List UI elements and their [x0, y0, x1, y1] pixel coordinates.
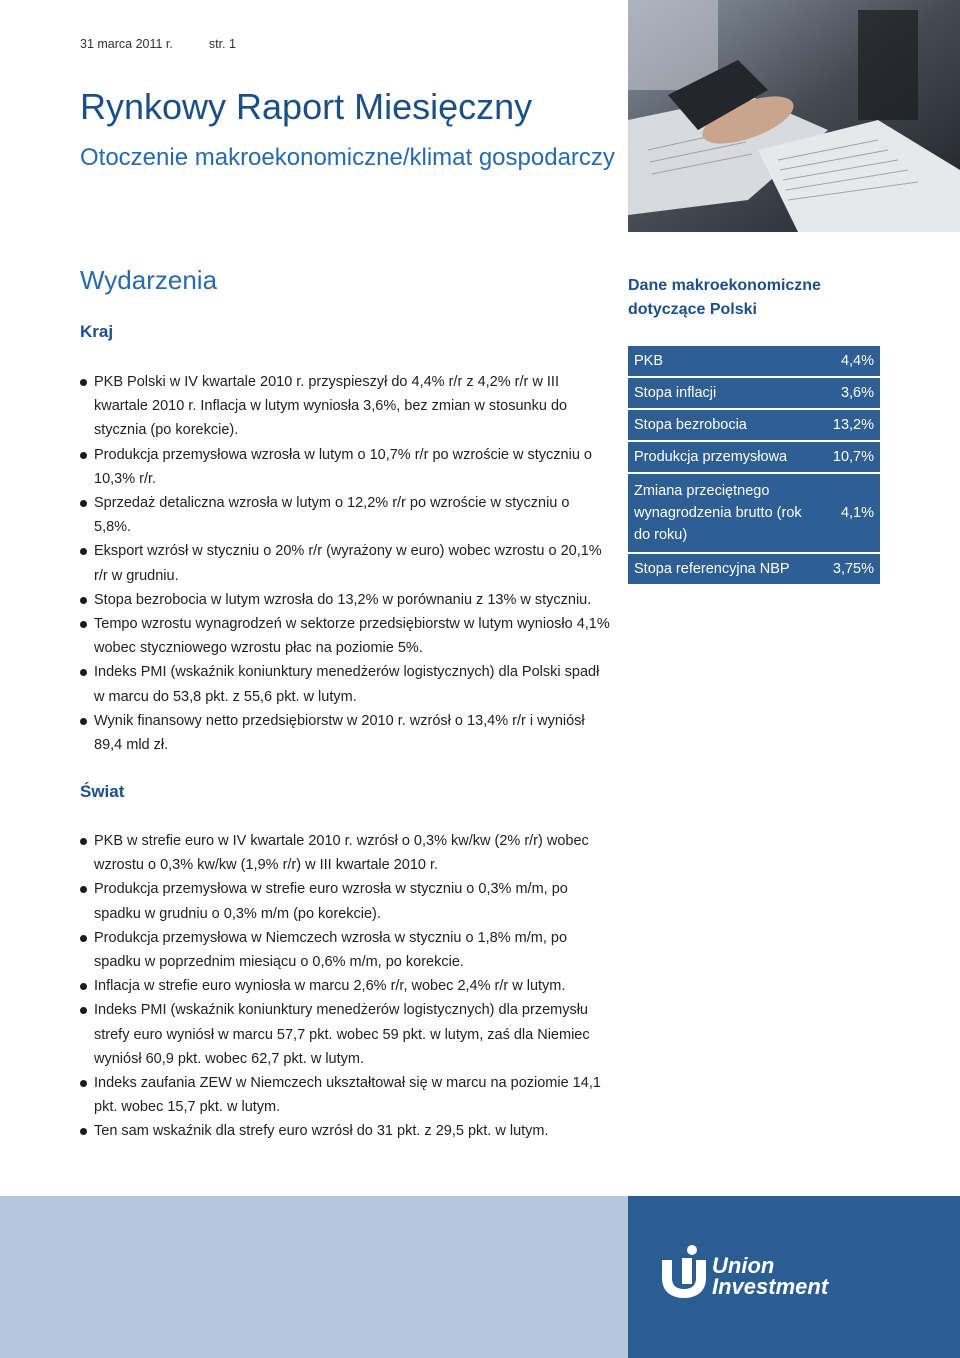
swiat-heading: Świat: [80, 782, 125, 801]
list-item: Indeks zaufania ZEW w Niemczech ukształtował się w marcu na poziomie 14,1 pkt. wobec 15,7 pkt. w lutym.: [80, 1071, 610, 1119]
list-item: Produkcja przemysłowa wzrosła w lutym o 10,7% r/r po wzroście w styczniu o 10,3% r/r.: [80, 443, 610, 491]
macro-label: Zmiana przeciętnego wynagrodzenia brutto (rok do roku): [628, 474, 808, 554]
macro-heading: Dane makroekonomiczne dotyczące Polski: [628, 277, 821, 318]
macro-label: Produkcja przemysłowa: [628, 442, 808, 474]
list-item: Inflacja w strefie euro wyniosła w marcu 2,6% r/r, wobec 2,4% r/r w lutym.: [80, 974, 610, 998]
table-row: [628, 474, 880, 554]
macro-label: PKB: [628, 346, 808, 378]
list-item: PKB Polski w IV kwartale 2010 r. przyspieszył do 4,4% r/r z 4,2% r/r w III kwartale 2010 r. Inflacja w lutym wyniosła 3,6%, bez zmian w stosunku do stycznia (po korekcie).: [80, 370, 610, 443]
bullet-icon: [80, 935, 87, 942]
bullet-icon: [80, 548, 87, 555]
bullet-icon: [80, 983, 87, 990]
macro-value: 3,75%: [808, 554, 880, 586]
bullet-icon: [80, 886, 87, 893]
page-number: str. 1: [208, 37, 236, 51]
logo-line-2: Investment: [712, 1274, 829, 1299]
table-row: [628, 554, 880, 586]
union-investment-logo-icon: [658, 1244, 710, 1300]
logo-line-1: Union: [712, 1253, 775, 1278]
table-row: [628, 378, 880, 410]
page-subtitle: Otoczenie makroekonomiczne/klimat gospodarczy: [80, 144, 615, 171]
macro-value: 13,2%: [808, 410, 880, 442]
macro-label: Stopa inflacji: [628, 378, 808, 410]
list-item: Ten sam wskaźnik dla strefy euro wzrósł do 31 pkt. z 29,5 pkt. w lutym.: [80, 1119, 610, 1143]
list-item: Indeks PMI (wskaźnik koniunktury menedżerów logistycznych) dla Polski spadł w marcu do 53,8 pkt. z 55,6 pkt. w lutym.: [80, 660, 610, 708]
bullet-icon: [80, 1128, 87, 1135]
bullet-icon: [80, 500, 87, 507]
macro-label: Stopa bezrobocia: [628, 410, 808, 442]
bullet-icon: [80, 379, 87, 386]
bullet-icon: [80, 1007, 87, 1014]
page-title: Rynkowy Raport Miesięczny: [80, 86, 533, 127]
report-date: 31 marca 2011 r.: [80, 37, 173, 51]
bullet-icon: [80, 1080, 87, 1087]
macro-value: 10,7%: [808, 442, 880, 474]
macro-value: 4,1%: [808, 474, 880, 554]
kraj-heading: Kraj: [80, 322, 114, 341]
bullet-icon: [80, 718, 87, 725]
bullet-icon: [80, 597, 87, 604]
list-item: Produkcja przemysłowa w strefie euro wzrosła w styczniu o 0,3% m/m, po spadku w grudniu o 0,3% m/m (po korekcie).: [80, 877, 610, 925]
list-item: Indeks PMI (wskaźnik koniunktury menedżerów logistycznych) dla przemysłu strefy euro wyniósł w marcu 57,7 pkt. wobec 59 pkt. w lutym, zaś dla Niemiec wyniósł 60,9 pkt. wobec 62,7 pkt. w lutym.: [80, 998, 610, 1071]
list-item: Produkcja przemysłowa w Niemczech wzrosła w styczniu o 1,8% m/m, po spadku w poprzednim miesiącu o 0,6% m/m, po korekcie.: [80, 926, 610, 974]
macro-value: 4,4%: [808, 346, 880, 378]
table-row: [628, 442, 880, 474]
table-row: [628, 410, 880, 442]
list-item: PKB w strefie euro w IV kwartale 2010 r. wzrósł o 0,3% kw/kw (2% r/r) wobec wzrostu o 0,3% kw/kw (1,9% r/r) w III kwartale 2010 r.: [80, 829, 610, 877]
kraj-list: [80, 370, 610, 757]
header-photo: [628, 0, 960, 232]
bullet-icon: [80, 838, 87, 845]
list-item: Sprzedaż detaliczna wzrosła w lutym o 12,2% r/r po wzroście w styczniu o 5,8%.: [80, 491, 610, 539]
events-heading: Wydarzenia: [80, 265, 218, 295]
logo-wordmark: [712, 1255, 828, 1297]
page-meta: [80, 37, 236, 51]
list-item: Tempo wzrostu wynagrodzeń w sektorze przedsiębiorstw w lutym wyniosło 4,1% wobec styczniowego wzrostu płac na poziomie 5%.: [80, 612, 610, 660]
list-item: Wynik finansowy netto przedsiębiorstw w 2010 r. wzrósł o 13,4% r/r i wyniósł 89,4 mld zł.: [80, 709, 610, 757]
business-papers-photo: [628, 0, 960, 232]
list-item: Stopa bezrobocia w lutym wzrosła do 13,2% w porównaniu z 13% w styczniu.: [80, 588, 610, 612]
bullet-icon: [80, 452, 87, 459]
macro-value: 3,6%: [808, 378, 880, 410]
swiat-list: [80, 829, 610, 1144]
macro-table: [628, 346, 880, 586]
bullet-icon: [80, 621, 87, 628]
macro-label: Stopa referencyjna NBP: [628, 554, 808, 586]
table-row: [628, 346, 880, 378]
bullet-icon: [80, 669, 87, 676]
list-item: Eksport wzrósł w styczniu o 20% r/r (wyrażony w euro) wobec wzrostu o 20,1% r/r w grudniu.: [80, 539, 610, 587]
